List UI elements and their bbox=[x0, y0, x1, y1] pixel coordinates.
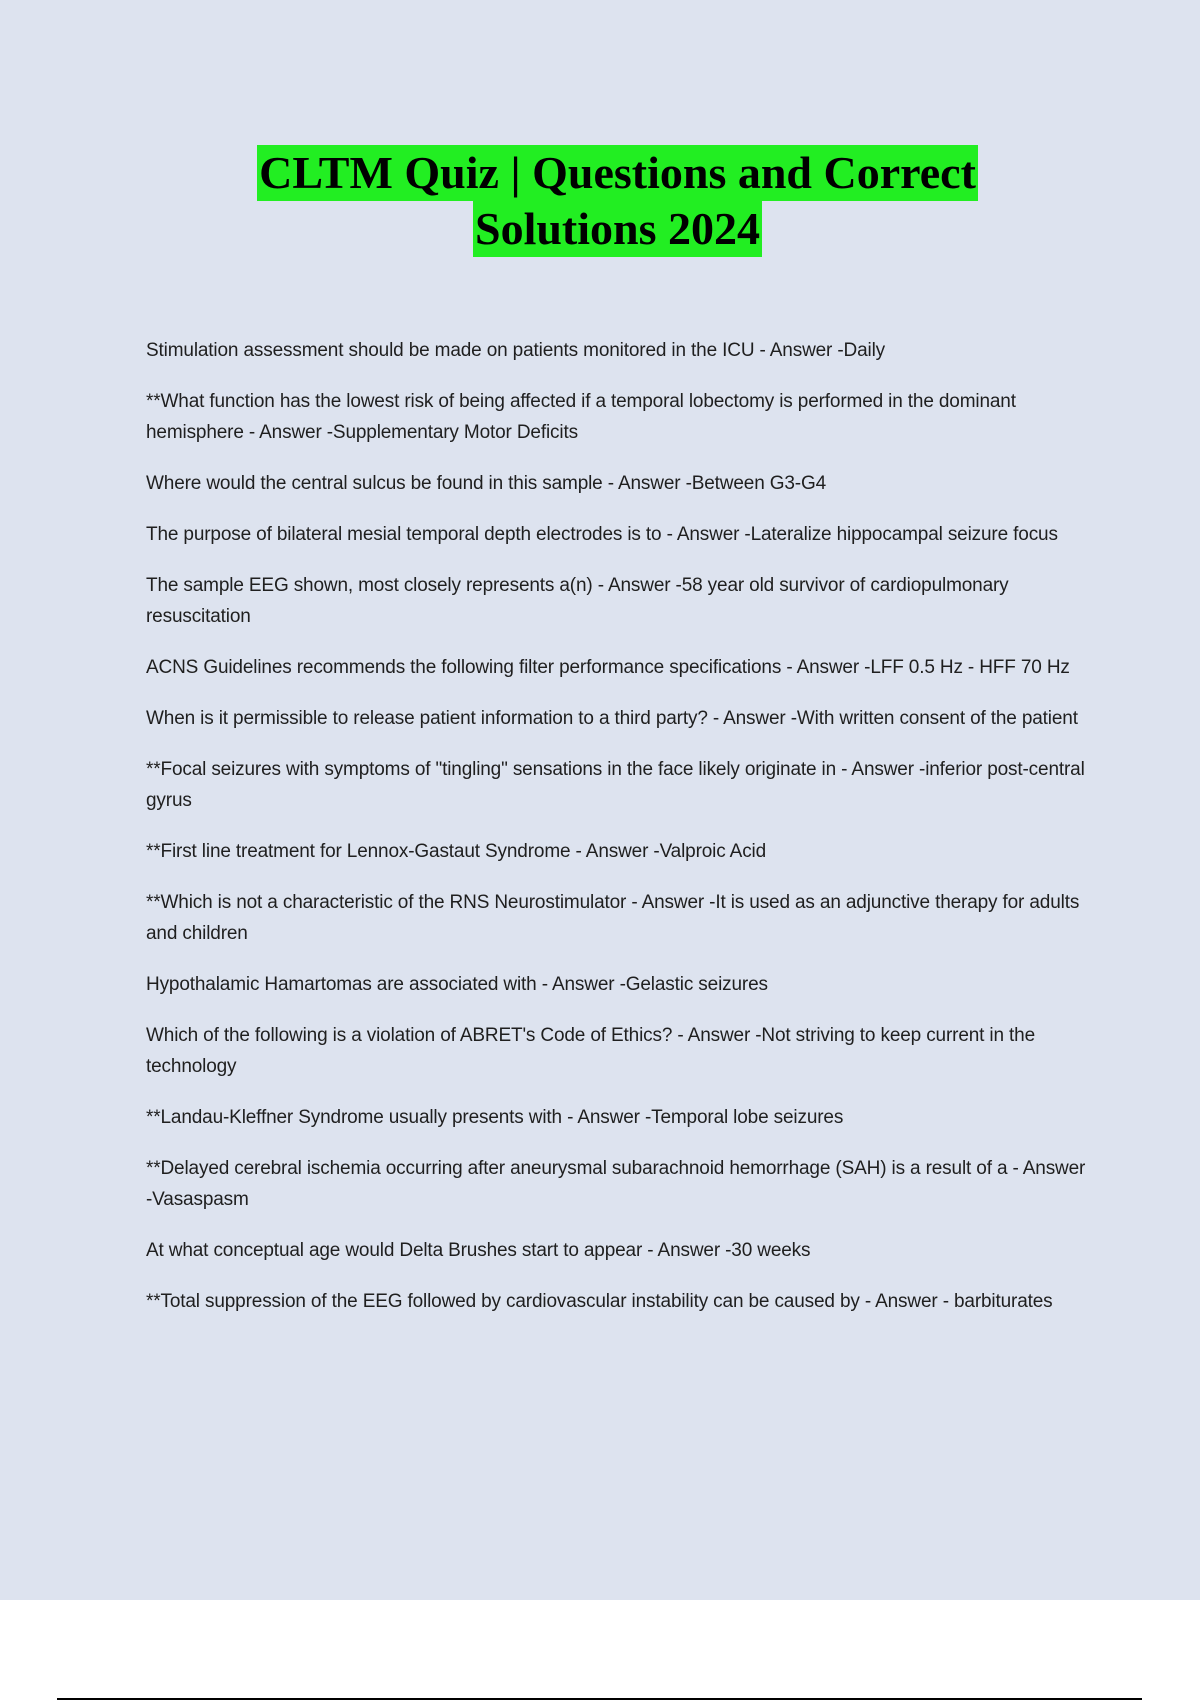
title-line-2: Solutions 2024 bbox=[473, 201, 762, 257]
question-answer-list bbox=[146, 335, 1096, 1337]
qa-item: The purpose of bilateral mesial temporal depth electrodes is to - Answer -Lateralize hippocampal seizure focus bbox=[146, 524, 1058, 545]
qa-item: **Delayed cerebral ischemia occurring after aneurysmal subarachnoid hemorrhage (SAH) is a result of a - Answer -Vasaspasm bbox=[146, 1158, 1086, 1210]
qa-item: Where would the central sulcus be found in this sample - Answer -Between G3-G4 bbox=[146, 473, 827, 494]
qa-item: When is it permissible to release patient information to a third party? - Answer -With written consent of the patient bbox=[146, 708, 1078, 729]
qa-item: **Focal seizures with symptoms of "tingling" sensations in the face likely originate in - Answer -inferior post-central gyrus bbox=[146, 759, 1085, 811]
qa-item: **Which is not a characteristic of the RNS Neurostimulator - Answer -It is used as an adjunctive therapy for adults and children bbox=[146, 892, 1080, 944]
qa-item: Which of the following is a violation of ABRET's Code of Ethics? - Answer -Not striving to keep current in the technology bbox=[146, 1025, 1035, 1077]
qa-item: The sample EEG shown, most closely represents a(n) - Answer -58 year old survivor of cardiopulmonary resuscitation bbox=[146, 575, 1009, 627]
title-line-1: CLTM Quiz | Questions and Correct bbox=[257, 145, 978, 201]
qa-item: Stimulation assessment should be made on patients monitored in the ICU - Answer -Daily bbox=[146, 340, 886, 361]
qa-item: Hypothalamic Hamartomas are associated with - Answer -Gelastic seizures bbox=[146, 974, 768, 995]
document-title bbox=[0, 145, 1200, 257]
qa-item: **Total suppression of the EEG followed by cardiovascular instability can be caused by - Answer - barbiturates bbox=[146, 1291, 1053, 1312]
qa-item: **First line treatment for Lennox-Gastaut Syndrome - Answer -Valproic Acid bbox=[146, 841, 767, 862]
qa-item: At what conceptual age would Delta Brushes start to appear - Answer -30 weeks bbox=[146, 1240, 811, 1261]
qa-item: ACNS Guidelines recommends the following filter performance specifications - Answer -LFF 0.5 Hz - HFF 70 Hz bbox=[146, 657, 1070, 678]
qa-item: **Landau-Kleffner Syndrome usually presents with - Answer -Temporal lobe seizures bbox=[146, 1107, 844, 1128]
qa-item: **What function has the lowest risk of being affected if a temporal lobectomy is performed in the dominant hemisphere - Answer -Supplementary Motor Deficits bbox=[146, 391, 1016, 443]
